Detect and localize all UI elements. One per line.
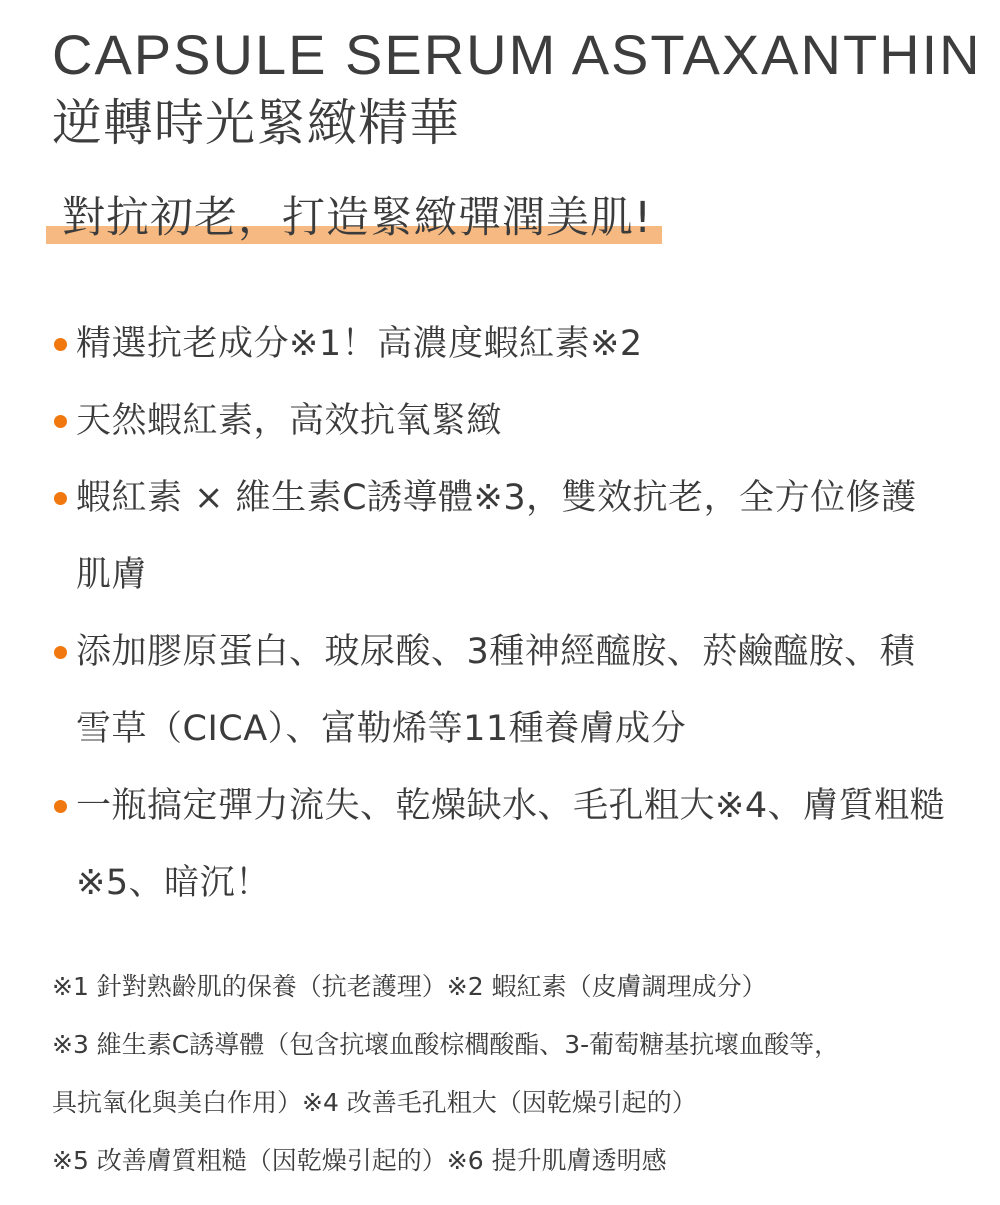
footnote-line: ※5 改善膚質粗糙（因乾燥引起的）※6 提升肌膚透明感	[52, 1146, 667, 1175]
feature-item	[52, 614, 948, 768]
feature-list	[52, 306, 948, 922]
feature-text: 蝦紅素 × 維生素C誘導體※3，雙效抗老，全方位修護肌膚	[76, 478, 917, 595]
footnote-line: 具抗氧化與美白作用）※4 改善毛孔粗大（因乾燥引起的）	[52, 1088, 697, 1117]
bullet-dot-icon	[54, 415, 67, 428]
footnotes	[52, 958, 948, 1190]
product-title-en: CAPSULE SERUM ASTAXANTHIN	[52, 23, 982, 86]
bullet-dot-icon	[54, 492, 67, 505]
feature-item	[52, 383, 948, 460]
feature-text: 一瓶搞定彈力流失、乾燥缺水、毛孔粗大※4、膚質粗糙※5、暗沉！	[76, 786, 946, 903]
tagline-highlight	[52, 190, 658, 246]
feature-item	[52, 306, 948, 383]
bullet-dot-icon	[54, 338, 67, 351]
feature-text: 天然蝦紅素，高效抗氧緊緻	[76, 401, 503, 441]
bullet-dot-icon	[54, 646, 67, 659]
tagline-container	[52, 190, 948, 254]
feature-item	[52, 460, 948, 614]
product-title-zh: 逆轉時光緊緻精華	[52, 94, 460, 152]
bullet-dot-icon	[54, 800, 67, 813]
feature-item	[52, 768, 948, 922]
feature-text: 添加膠原蛋白、玻尿酸、3種神經醯胺、菸鹼醯胺、積雪草（CICA）、富勒烯等11種養膚成分	[76, 632, 916, 749]
tagline-text: 對抗初老，打造緊緻彈潤美肌!	[62, 193, 653, 243]
footnote-line: ※3 維生素C誘導體（包含抗壞血酸棕櫚酸酯、3-葡萄糖基抗壞血酸等，	[52, 1030, 840, 1059]
footnote-line: ※1 針對熟齡肌的保養（抗老護理）※2 蝦紅素（皮膚調理成分）	[52, 972, 767, 1001]
feature-text: 精選抗老成分※1！高濃度蝦紅素※2	[76, 324, 643, 364]
